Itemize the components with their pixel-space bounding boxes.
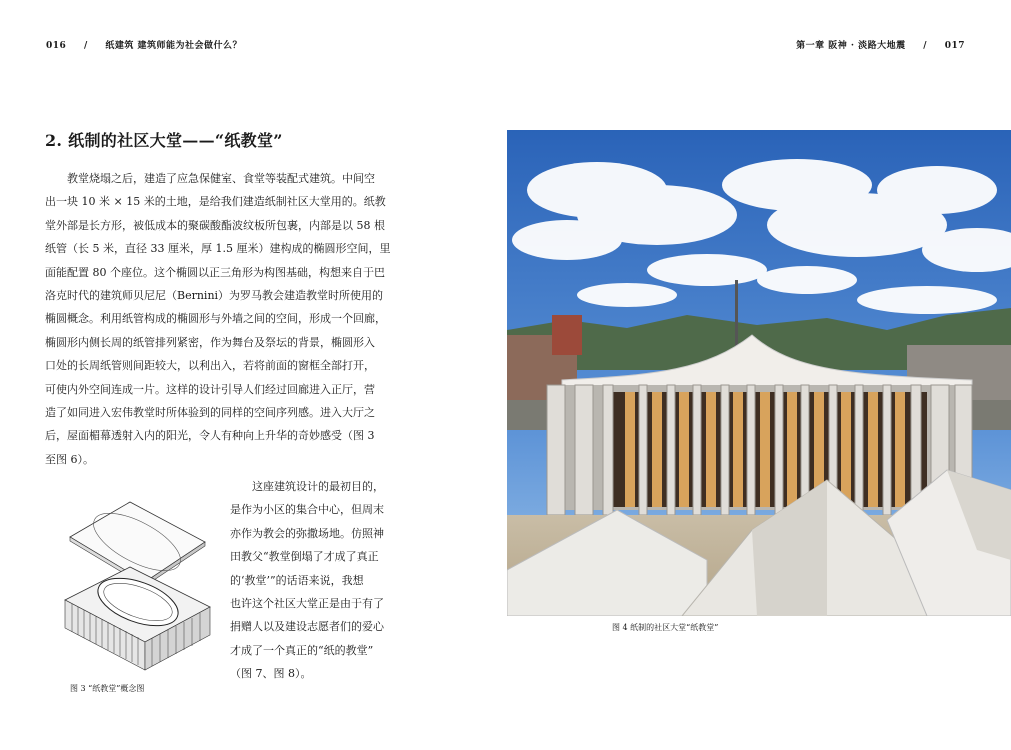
paragraph-line: （图 7、图 8）。 [230,667,312,681]
paragraph-line: 可使内外空间连成一片。这样的设计引导人们经过回廊进入正厅，营 [45,382,375,396]
paragraph-line: 捐赠人以及建设志愿者们的爱心 [230,620,384,634]
left-header-separator: / [83,41,88,51]
paragraph-line: 椭圆形内侧长周的纸管排列紧密，作为舞台及祭坛的背景，椭圆形入 [45,335,375,349]
paragraph-line: 是作为小区的集合中心，但周末 [230,503,384,517]
figure-4-photo [507,130,1011,616]
figure-3-caption: 图 3 “纸教堂”概念图 [70,684,145,693]
paragraph-line: 堂外部是长方形，被低成本的聚碳酸酯波纹板所包裹，内部是以 58 根 [45,218,385,232]
left-page-header [46,38,242,51]
paragraph-line: 教堂烧塌之后，建造了应急保健室、食堂等装配式建筑。中间空 [67,172,375,185]
paragraph-line: 的‘教堂’”的话语来说，我想 [230,573,364,587]
right-page-header [796,38,965,51]
figure-4-caption: 图 4 纸制的社区大堂“纸教堂” [612,623,719,632]
paragraph-1 [45,167,402,471]
paragraph-line: 出一块 10 米 × 15 米的土地，是给我们建造纸制社区大堂用的。纸教 [45,195,386,209]
paragraph-line: 面能配置 80 个座位。这个椭圆以正三角形为构图基础，构想来自于巴 [45,265,385,279]
paragraph-line: 造了如同进入宏伟教堂时所体验到的同样的空间序列感。进入大厅之 [45,406,375,420]
paragraph-line: 后，屋面楣幕透射入内的阳光，令人有种向上升华的奇妙感受（图 3 [45,429,375,443]
paragraph-line: 才成了一个真正的“纸的教堂” [230,643,374,657]
right-header-separator: / [923,41,928,51]
paragraph-line: 也许这个社区大堂正是由于有了 [230,597,384,611]
paragraph-line: 口处的长周纸管则间距较大，以利出入，若将前面的窗框全部打开， [45,359,375,373]
right-page-number: 017 [944,41,965,51]
left-page-number: 016 [46,41,67,51]
figure-3-concept-drawing [60,462,215,672]
paragraph-line: 这座建筑设计的最初目的， [252,480,384,493]
paragraph-line: 纸管（长 5 米，直径 33 厘米，厚 1.5 厘米）建构成的椭圆形空间，里 [45,242,391,256]
paragraph-line: 洛克时代的建筑师贝尼尼（Bernini）为罗马教会建造教堂时所使用的 [45,289,384,303]
paragraph-line: 至图 6）。 [45,452,94,466]
paragraph-2 [230,475,402,686]
paragraph-line: 田教父“教堂倒塌了才成了真正 [230,550,379,564]
chapter-title: 第一章 阪神 · 淡路大地震 [796,41,906,51]
section-title: 2. 纸制的社区大堂——“纸教堂” [45,131,283,150]
book-title: 纸建筑 建筑师能为社会做什么？ [105,41,243,51]
paragraph-line: 亦作为教会的弥撒场地。仿照神 [230,526,384,540]
paragraph-line: 椭圆概念。利用纸管构成的椭圆形与外墙之间的空间，形成一个回廊， [45,312,386,326]
